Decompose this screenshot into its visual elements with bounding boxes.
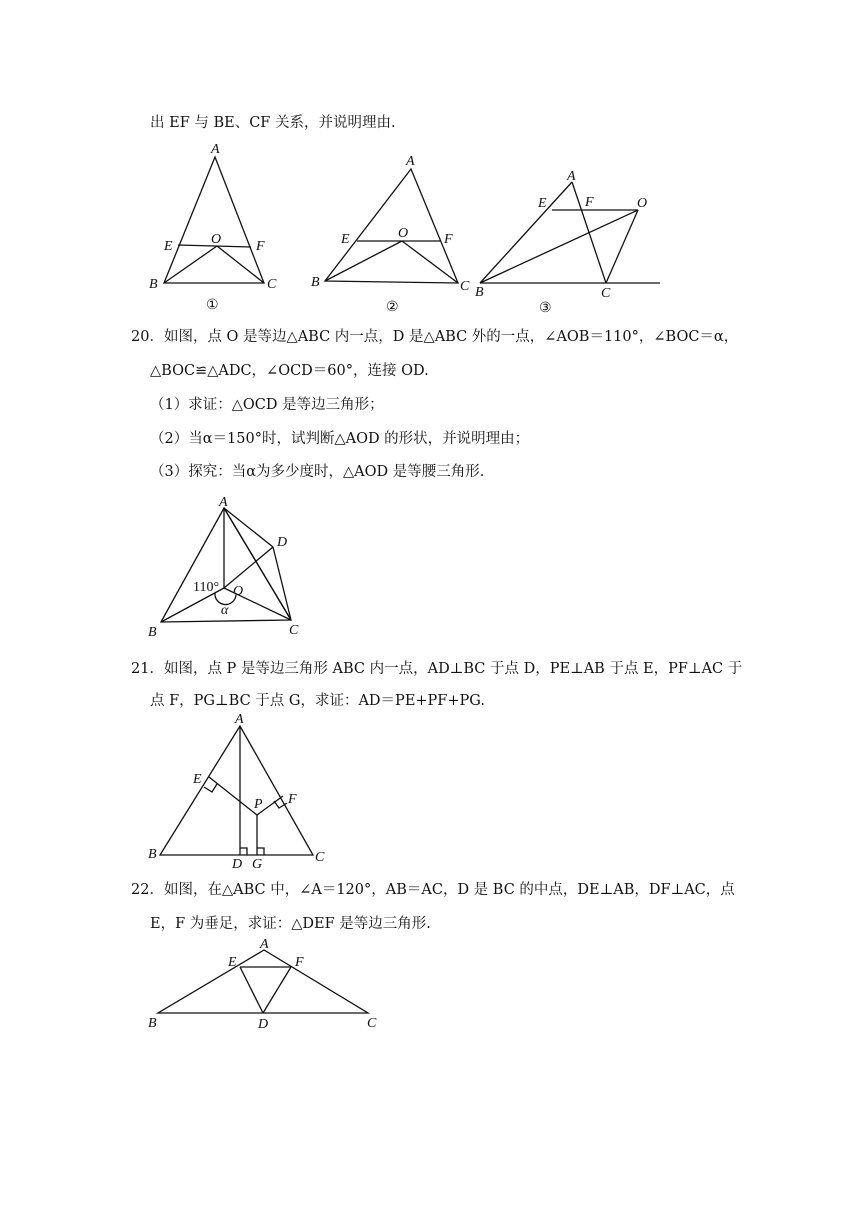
q22-label-d: D	[258, 1017, 269, 1032]
fig2-label-a: A	[406, 154, 415, 169]
fig3-label-a: A	[567, 169, 576, 184]
q21-label-g: G	[252, 857, 263, 868]
fig1-label-f: F	[256, 239, 265, 254]
q19-figure-2	[311, 154, 470, 315]
q21-label-b: B	[148, 847, 157, 862]
q22-figure	[140, 932, 390, 1032]
q21-label-c: C	[315, 850, 325, 865]
fig2-label-c: C	[460, 279, 470, 294]
q20-part-3: （3）探究：当α为多少度时，△AOD 是等腰三角形.	[150, 464, 485, 480]
q19-figure-1	[149, 142, 277, 313]
q21-label-f: F	[288, 792, 297, 807]
q21-line-1: 21．如图，点 P 是等边三角形 ABC 内一点，AD⊥BC 于点 D，PE⊥AB 于点 E，PF⊥AC 于	[131, 661, 743, 677]
fig1-label-o: O	[211, 232, 222, 247]
q22-label-e: E	[228, 955, 237, 970]
q20-angle-110: 110°	[193, 580, 220, 595]
fig1-label-b: B	[149, 277, 158, 292]
q20-part-1: （1）求证：△OCD 是等边三角形；	[150, 397, 384, 413]
q21-label-a: A	[235, 712, 244, 727]
q22-line-1: 22．如图，在△ABC 中，∠A＝120°，AB＝AC，D 是 BC 的中点，DE⊥AB，DF⊥AC，点	[131, 882, 735, 898]
q21-line-2: 点 F，PG⊥BC 于点 G，求证：AD＝PE+PF+PG.	[150, 693, 485, 709]
fig1-caption: ①	[206, 298, 219, 313]
fig3-label-c: C	[601, 286, 611, 301]
q20-line-1: 20．如图，点 O 是等边△ABC 内一点，D 是△ABC 外的一点，∠AOB＝110°，∠BOC＝α，	[131, 329, 739, 345]
q22-label-f: F	[295, 955, 304, 970]
q22-label-c: C	[367, 1016, 377, 1031]
q19-text-tail: 出 EF 与 BE、CF 关系，并说明理由.	[150, 115, 396, 131]
q21-label-e: E	[193, 772, 202, 787]
fig2-label-o: O	[398, 226, 409, 241]
q20-label-b: B	[148, 625, 157, 640]
fig2-caption: ②	[386, 300, 399, 315]
fig3-label-f: F	[585, 195, 594, 210]
q21-label-d: D	[232, 857, 243, 868]
q20-label-a: A	[219, 495, 228, 510]
q20-line-2: △BOC≌△ADC，∠OCD＝60°，连接 OD.	[150, 363, 429, 379]
fig1-label-e: E	[164, 239, 173, 254]
q20-label-c: C	[289, 623, 299, 638]
fig3-label-b: B	[475, 285, 484, 300]
q22-label-b: B	[148, 1016, 157, 1031]
q21-label-p: P	[254, 797, 263, 812]
q21-figure	[140, 708, 340, 868]
fig3-caption: ③	[539, 301, 552, 316]
q20-label-d: D	[277, 535, 288, 550]
q20-angle-alpha: α	[221, 603, 229, 618]
fig2-label-e: E	[341, 232, 350, 247]
fig1-label-a: A	[211, 142, 220, 157]
q22-line-2: E，F 为垂足，求证：△DEF 是等边三角形.	[150, 916, 431, 932]
fig3-label-o: O	[637, 196, 648, 211]
q20-figure	[140, 490, 320, 640]
q19-figures	[140, 135, 670, 320]
fig2-label-b: B	[311, 275, 320, 290]
q20-part-2: （2）当α＝150°时，试判断△AOD 的形状，并说明理由；	[150, 431, 530, 447]
fig3-label-e: E	[538, 196, 547, 211]
q19-figure-3	[475, 169, 660, 316]
q22-label-a: A	[260, 937, 269, 952]
fig2-label-f: F	[444, 232, 453, 247]
q20-label-o: O	[233, 584, 244, 599]
fig1-label-c: C	[267, 277, 277, 292]
